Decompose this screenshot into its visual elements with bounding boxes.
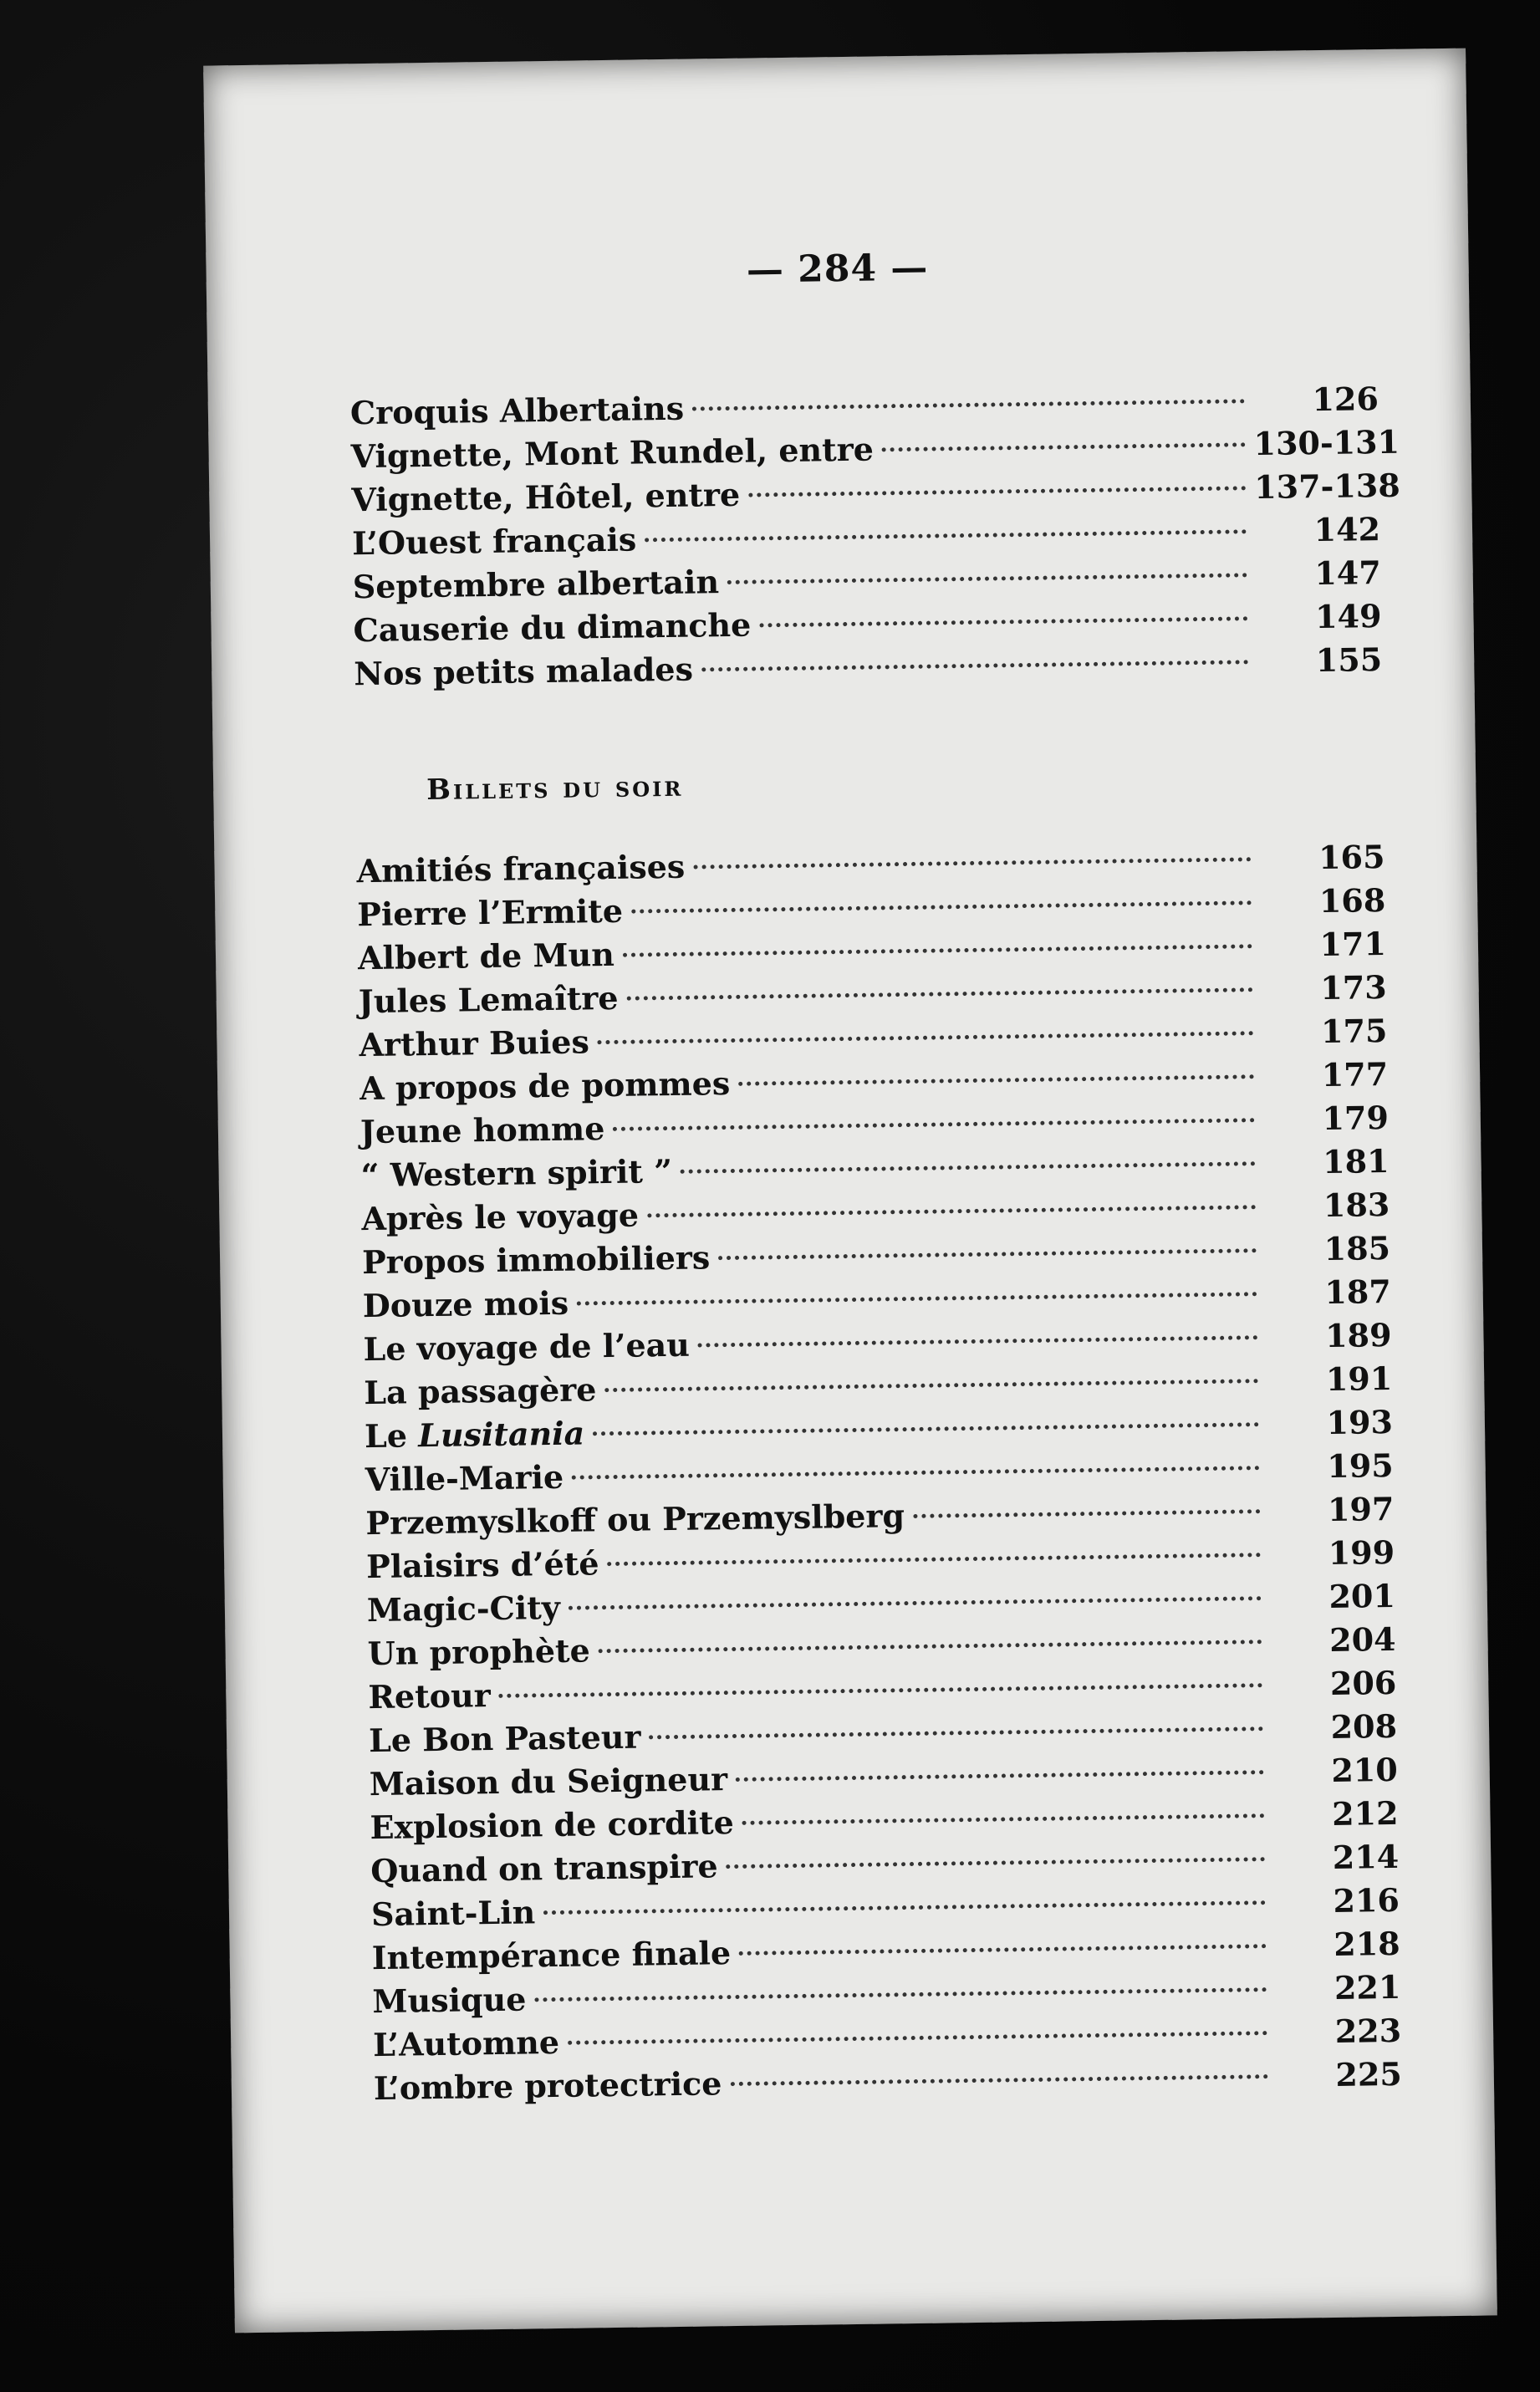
dot-leader [693,857,1251,869]
toc-entry-page: 221 [1333,1967,1401,2007]
dot-leader [593,1422,1259,1436]
toc-entry-title: A propos de pommes [359,1063,731,1108]
dot-leader [623,944,1252,957]
toc-entry-page: 181 [1322,1141,1390,1181]
dot-leader [604,1379,1258,1392]
toc-entry-page: 149 [1314,597,1382,636]
toc-entry-title: L’Ouest français [351,520,637,563]
toc-entry-title: Propos immobiliers [361,1238,711,1282]
toc-entry-title: Septembre albertain [352,563,720,606]
toc-entry-page: 142 [1313,510,1381,549]
page-number: — 284 — [746,246,929,292]
dot-leader [759,616,1247,627]
toc-entry-page: 195 [1327,1446,1394,1486]
dot-leader [607,1553,1261,1566]
dot-leader [730,2074,1267,2086]
toc-entry-page: 187 [1324,1272,1392,1312]
dot-leader [739,1944,1267,1956]
dot-leader [913,1509,1260,1518]
toc-entry-page: 210 [1331,1750,1399,1790]
dot-leader [718,1248,1257,1260]
toc-entry-page: 208 [1330,1706,1398,1747]
dot-leader [742,1813,1265,1825]
toc-entry-page: 185 [1323,1228,1391,1268]
toc-entry-page: 165 [1318,838,1385,877]
toc-section-2 [356,835,1402,2110]
dot-leader [569,1596,1262,1610]
toc-entry-title: Un prophète [367,1631,591,1673]
dot-leader [698,1335,1258,1347]
toc-entry-page: 193 [1326,1402,1394,1442]
toc-entry-page: 147 [1314,553,1382,593]
dot-leader [647,1205,1256,1217]
toc-entry-title: Jules Lemaître [358,978,619,1021]
dot-leader [598,1031,1254,1044]
toc-entry-title: Magic-City [366,1588,561,1630]
toc-entry-title: Musique [372,1980,527,2021]
toc-entry-title: Przemyslkoff ou Przemyslberg [365,1497,905,1543]
toc-entry-title: Causerie du dimanche [353,605,752,650]
toc-entry-page: 204 [1328,1619,1396,1660]
toc-entry-page: 216 [1333,1880,1400,1920]
toc-entry-title: Albert de Mun [357,935,615,977]
toc-entry-page: 199 [1328,1533,1395,1573]
dot-leader [701,660,1248,671]
toc-entry-page: 206 [1329,1663,1397,1703]
dot-leader [681,1161,1256,1174]
toc-entry-page: 225 [1335,2054,1403,2094]
toc-entry-title: Retour [368,1676,492,1716]
dot-leader [727,573,1247,584]
toc-entry-title: Ville-Marie [365,1457,564,1499]
toc-entry-page: 171 [1319,925,1387,964]
toc-entry-page: 218 [1333,1924,1400,1964]
dot-leader [572,1466,1260,1479]
dot-leader [534,1987,1267,2002]
dot-leader [568,2031,1267,2045]
section-heading: Billets du soir [426,769,684,808]
toc-entry-title: Jeune homme [360,1109,605,1151]
toc-entry-title: Saint-Lin [370,1893,536,1934]
toc-entry-page: 137-138 [1253,466,1401,507]
dot-leader [631,900,1252,913]
toc-entry-page: 183 [1323,1185,1390,1225]
toc-entry-page: 189 [1324,1315,1392,1355]
toc-entry-title: Vignette, Hôtel, entre [351,475,741,519]
toc-entry-title: L’Automne [372,2022,560,2064]
toc-entry-title: Quand on transpire [370,1847,718,1890]
dot-leader [626,987,1252,1000]
dot-leader [736,1770,1264,1782]
toc-entry-page: 212 [1331,1793,1399,1834]
toc-entry-title: Maison du Seigneur [369,1760,728,1803]
toc-entry-page: 214 [1332,1837,1400,1877]
dot-leader [499,1683,1263,1698]
toc-section-1 [349,377,1401,696]
toc-entry-title: Arthur Buies [359,1023,590,1064]
toc-entry-title: Explosion de cordite [370,1803,735,1847]
toc-entry-page: 223 [1334,2011,1402,2051]
toc-entry-title: Plaisirs d’été [365,1544,599,1586]
toc-entry-page: 177 [1321,1055,1389,1094]
toc-entry-title: Douze mois [362,1283,569,1325]
dot-leader [692,399,1245,411]
dot-leader [577,1292,1257,1305]
dot-leader [738,1074,1254,1086]
toc-entry-title: Nos petits malades [353,650,694,693]
dot-leader [727,1857,1266,1869]
toc-entry-page: 130-131 [1253,422,1400,463]
toc-entry-page: 168 [1318,881,1386,921]
toc-entry-title: Vignette, Mont Rundel, entre [350,430,875,476]
dot-leader [882,442,1246,451]
toc-entry-title: Le Bon Pasteur [368,1717,641,1760]
toc-entry-title: L’ombre protectrice [373,2064,722,2108]
dot-leader [543,1900,1266,1915]
toc-entry-title: La passagère [364,1370,597,1412]
toc-entry-title: “ Western spirit ” [360,1151,673,1195]
toc-entry-title: Intempérance finale [371,1934,732,1977]
toc-entry-title: Le voyage de l’eau [363,1325,691,1369]
toc-entry-page: 175 [1320,1012,1388,1051]
dot-leader [613,1118,1255,1131]
book-page [203,48,1497,2333]
toc-entry-title: Croquis Albertains [349,389,685,432]
toc-entry-page: 173 [1320,968,1387,1007]
toc-entry-title: Le [364,1416,419,1456]
toc-entry-page: 197 [1327,1489,1395,1529]
toc-entry-title: Amitiés françaises [356,847,686,890]
toc-entry-title: Pierre l’Ermite [357,891,624,934]
dot-leader [748,486,1246,497]
toc-entry-page: 191 [1325,1359,1393,1399]
toc-entry-title-italic: Lusitania [417,1414,585,1455]
toc-entry-title: Après le voyage [361,1196,640,1238]
toc-entry-page: 126 [1312,380,1379,419]
dot-leader [645,529,1247,542]
toc-entry-page: 155 [1315,640,1383,680]
dot-leader [599,1640,1262,1653]
toc-entry-page: 179 [1322,1099,1390,1138]
toc-entry-page: 201 [1328,1576,1396,1616]
dot-leader [649,1726,1263,1739]
